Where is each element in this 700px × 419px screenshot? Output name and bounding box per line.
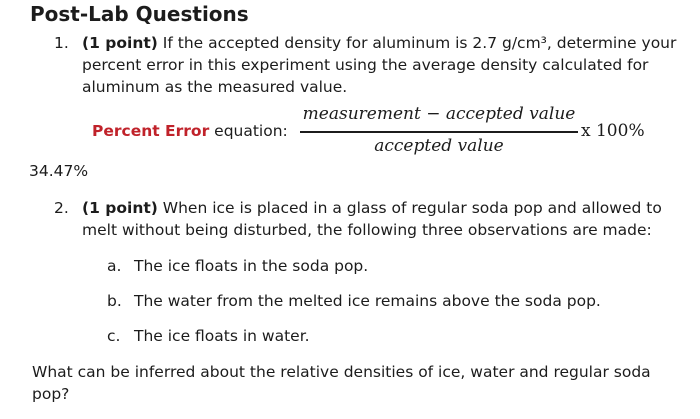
question-2-line-1 [82, 199, 662, 217]
observation-c-text: The ice floats in water. [134, 327, 310, 345]
percent-error-emphasis: Percent Error [92, 122, 210, 140]
fraction-multiplier: x 100% [581, 121, 645, 141]
fraction-numerator: measurement − accepted value [302, 104, 576, 124]
percent-error-fraction [300, 104, 578, 160]
question-2-points: (1 point) [82, 199, 158, 217]
observation-a-text: The ice floats in the soda pop. [134, 257, 369, 275]
question-1-line-1 [82, 34, 676, 52]
inference-question-line-1: What can be inferred about the relative densities of ice, water and regular soda [32, 363, 651, 381]
observation-c-letter: c. [107, 327, 121, 345]
question-2-number: 2. [54, 199, 69, 217]
observation-a-letter: a. [107, 257, 122, 275]
page-title: Post-Lab Questions [30, 2, 249, 26]
percent-error-label-rest: equation: [209, 122, 288, 140]
question-2-line-2: melt without being disturbed, the following three observations are made: [82, 221, 652, 239]
question-2-text: When ice is placed in a glass of regular soda pop and allowed to [157, 199, 662, 217]
inference-question-line-2: pop? [32, 385, 70, 403]
question-1-text: If the accepted density for aluminum is 2.7 g/cm³, determine your [157, 34, 677, 52]
question-1-points: (1 point) [82, 34, 158, 52]
fraction-bar [300, 131, 578, 133]
observation-b-letter: b. [107, 292, 122, 310]
percent-error-label [92, 122, 288, 140]
question-1-line-3: aluminum as the measured value. [82, 78, 348, 96]
fraction-denominator: accepted value [374, 136, 504, 156]
question-1-line-2: percent error in this experiment using the average density calculated for [82, 56, 649, 74]
question-1-answer: 34.47% [29, 162, 89, 180]
observation-b-text: The water from the melted ice remains above the soda pop. [134, 292, 601, 310]
question-1-number: 1. [54, 34, 69, 52]
